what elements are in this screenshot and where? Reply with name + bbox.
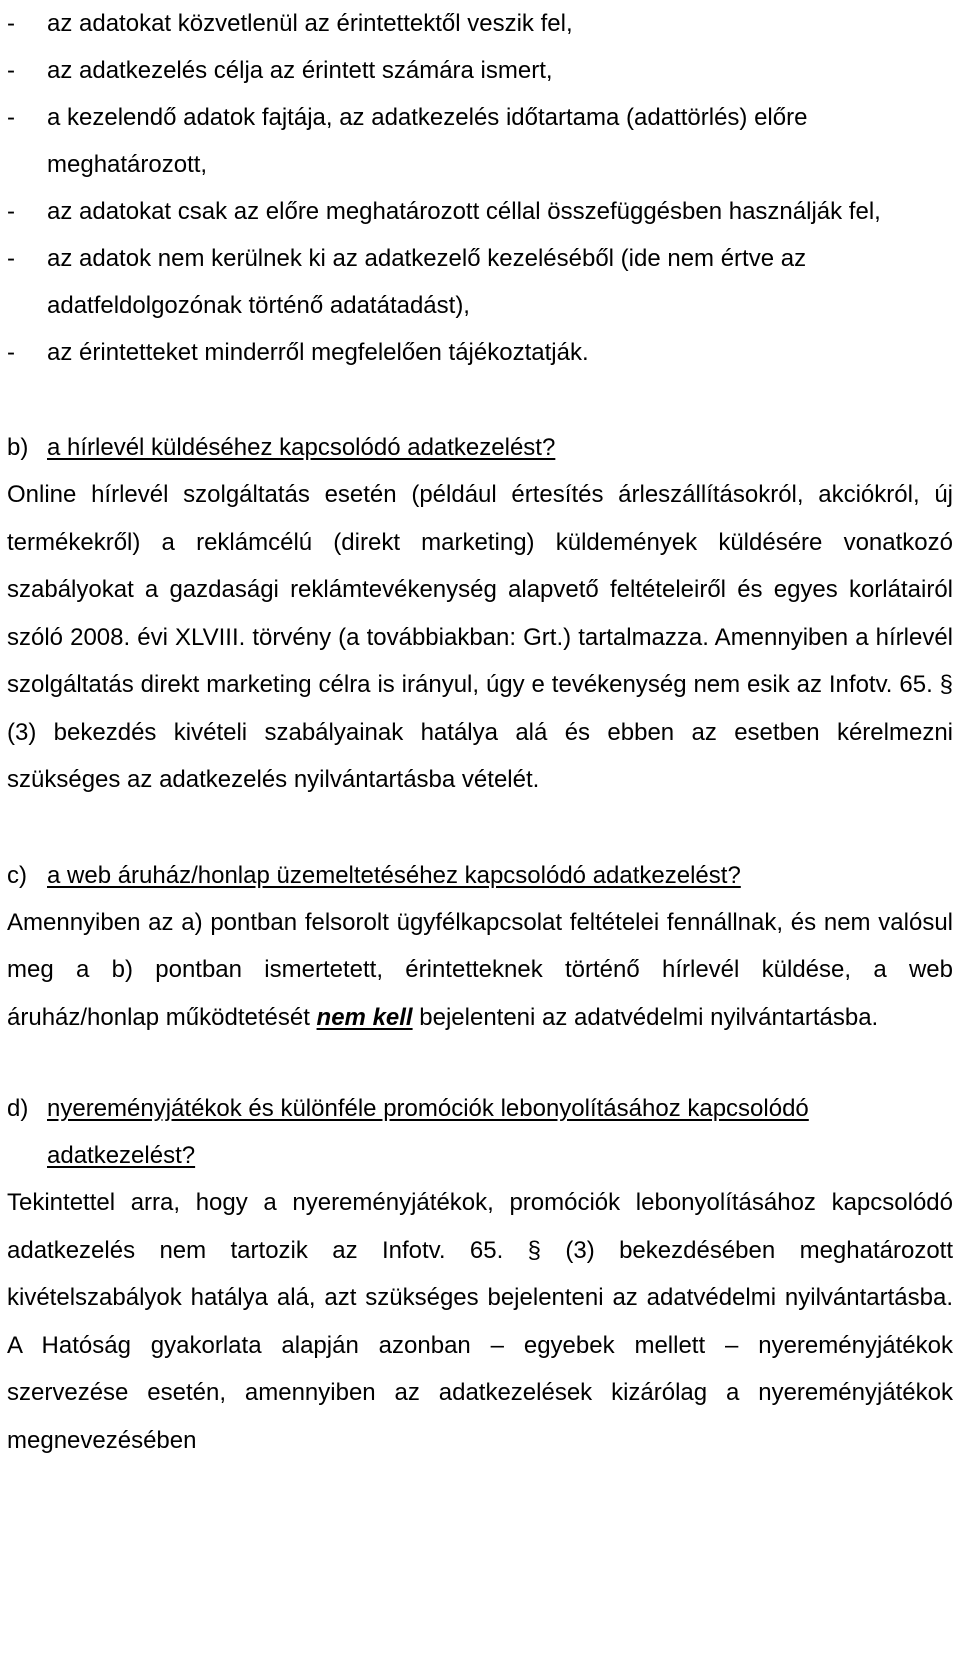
list-dash: -: [7, 57, 15, 84]
section-b-question: a hírlevél küldéséhez kapcsolódó adatkezelést?: [47, 434, 556, 461]
section-c-letter: c): [7, 861, 27, 889]
list-item-text: az érintetteket minderről megfelelően tájékoztatják.: [47, 339, 589, 366]
list-dash: -: [7, 198, 15, 225]
section-d-question: nyereményjátékok és különféle promóciók lebonyolításához kapcsolódó adatkezelést?: [47, 1095, 809, 1169]
section-c: [7, 852, 953, 1042]
list-item-text: az adatokat csak az előre meghatározott céllal összefüggésben használják fel,: [47, 198, 881, 225]
list-item-text: az adatok nem kerülnek ki az adatkezelő kezeléséből (ide nem értve az adatfeldolgozónak történő adatátadást),: [47, 245, 807, 319]
section-d-letter: d): [7, 1095, 29, 1122]
list-dash: -: [7, 339, 15, 366]
section-b: [7, 424, 953, 804]
section-d-body: Tekintettel arra, hogy a nyereményjátékok, promóciók lebonyolításához kapcsolódó adatkezelés nem tartozik az Infotv. 65. § (3) bekezdésében meghatározott kivételszabályok hatálya alá, azt szükséges bejelenteni az adatvédelmi nyilvántartásba. A Hatóság gyakorlata alapján azonban – egyebek mellett – nyereményjátékok szervezése esetén, amennyiben az adatkezelések kizárólag a nyereményjátékok megnevezésében: [7, 1189, 953, 1454]
section-c-body: [7, 899, 953, 1042]
section-c-question: a web áruház/honlap üzemeltetéséhez kapcsolódó adatkezelést?: [47, 861, 741, 889]
list-dash: -: [7, 104, 15, 131]
list-item: [7, 188, 953, 235]
section-c-emphasis: nem kell: [316, 1003, 413, 1031]
section-b-body: Online hírlevél szolgáltatás esetén (például értesítés árleszállításokról, akciókról, új termékekről) a reklámcélú (direkt marketing) küldemények küldésére vonatkozó szabályokat a gazdasági reklámtevékenység alapvető feltételeiről és egyes korlátairól szóló 2008. évi XLVIII. törvény (a továbbiakban: Grt.) tartalmazza. Amennyiben a hírlevél szolgáltatás direkt marketing célra is irányul, úgy e tevékenység nem esik az Infotv. 65. § (3) bekezdés kivételi szabályainak hatálya alá és ebben az esetben kérelmezni szükséges az adatkezelés nyilvántartásba vételét.: [7, 481, 953, 793]
list-item: [7, 94, 953, 188]
list-item: [7, 235, 953, 329]
section-c-heading: [7, 852, 953, 899]
condition-list: [7, 0, 953, 376]
list-item-text: a kezelendő adatok fajtája, az adatkezelés időtartama (adattörlés) előre meghatározott,: [47, 104, 808, 178]
list-item: [7, 329, 953, 376]
list-dash: -: [7, 245, 15, 272]
section-d-heading: [7, 1085, 953, 1179]
section-b-letter: b): [7, 434, 29, 461]
section-c-body-start: Amennyiben az a) pontban felsorolt ügyfélkapcsolat feltételei fennállnak, és nem valósul meg a b) pontban ismertetett, érintetteknek történő hírlevél küldése, a web áruház/honlap működtetését: [7, 908, 953, 1031]
section-d: [7, 1085, 953, 1464]
section-c-body-end: bejelenteni az adatvédelmi nyilvántartásba.: [412, 1003, 879, 1031]
document-page: [7, 0, 953, 1464]
list-item-text: az adatkezelés célja az érintett számára ismert,: [47, 57, 553, 84]
list-item: [7, 0, 953, 47]
section-b-heading: [7, 424, 953, 471]
list-item-text: az adatokat közvetlenül az érintettektől veszik fel,: [47, 10, 573, 37]
list-item: [7, 47, 953, 94]
list-dash: -: [7, 10, 15, 37]
